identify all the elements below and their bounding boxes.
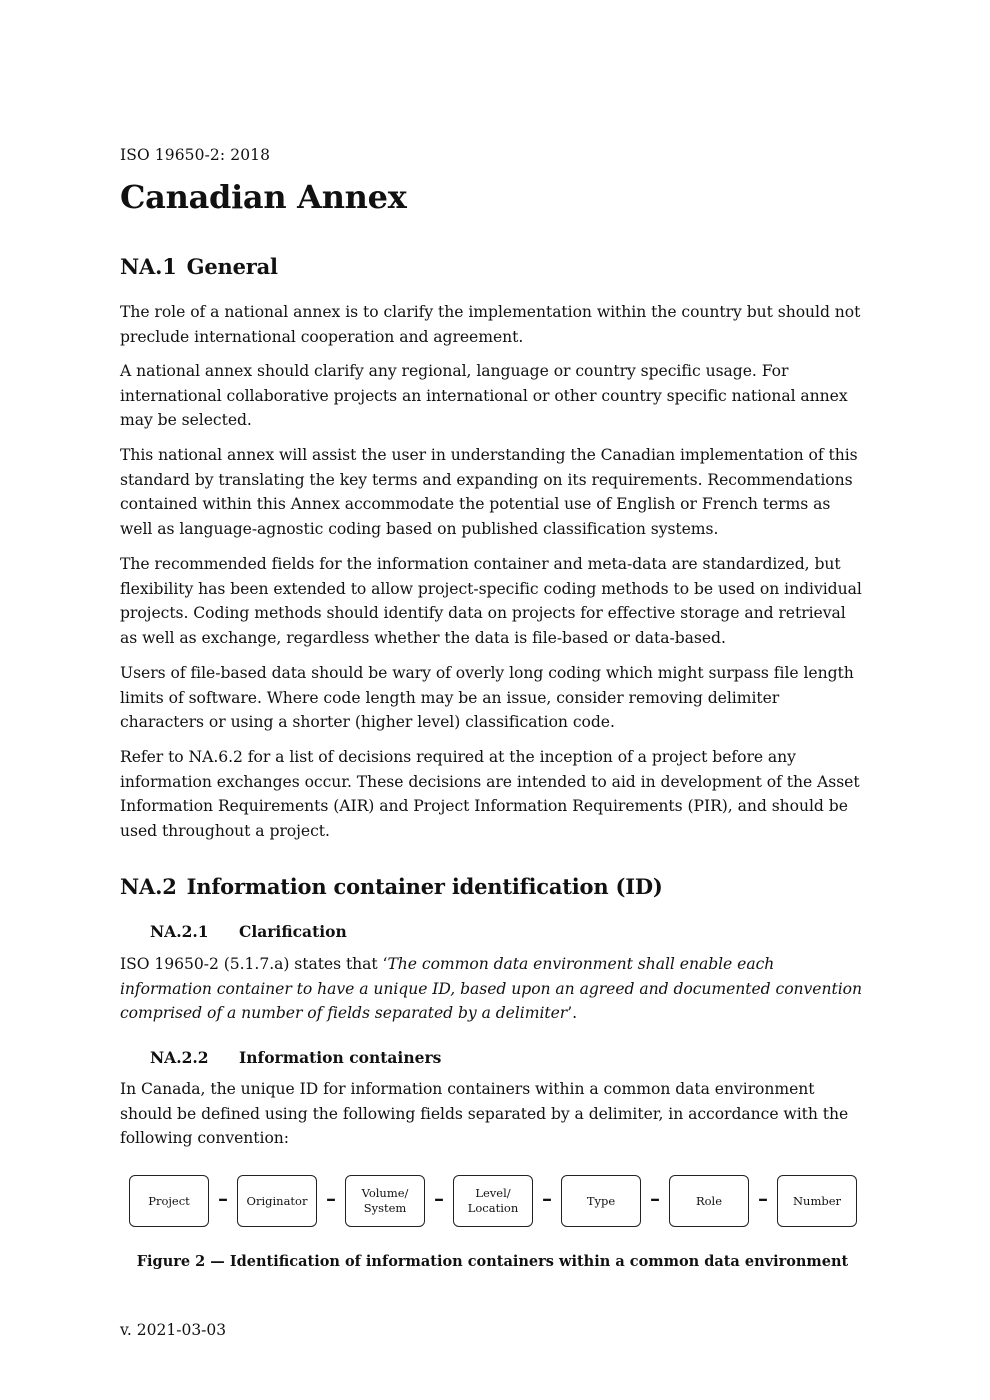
- paragraph: The recommended fields for the information container and meta-data are standardized, but flexibility has been extended to allow project-specific coding methods to be used on individual projects. Coding methods should identify data on projects for effective storage and retrieval as well as exchange, regardless whether the data is file-based or data-based.: [120, 555, 862, 647]
- clarification-lead: ISO 19650-2 (5.1.7.a) states that ‘: [120, 955, 388, 973]
- delimiter: –: [758, 1186, 768, 1210]
- subsection-title: Information containers: [239, 1048, 442, 1067]
- delimiter: –: [650, 1186, 660, 1210]
- section-title: Information container identification (ID): [186, 874, 663, 899]
- section-heading-na1: [120, 254, 278, 279]
- paragraph: In Canada, the unique ID for information containers within a common data environment should be defined using the following fields separated by a delimiter, in accordance with the following convention:: [120, 1080, 849, 1148]
- id-fields-diagram: [129, 1175, 859, 1227]
- subsection-title: Clarification: [239, 922, 347, 941]
- field-box-volume-system: Volume/ System: [345, 1175, 425, 1227]
- field-box-number: Number: [777, 1175, 857, 1227]
- page-title: Canadian Annex: [120, 178, 407, 216]
- delimiter: –: [434, 1186, 444, 1210]
- delimiter: –: [326, 1186, 336, 1210]
- section-number: NA.1: [120, 254, 177, 279]
- delimiter: –: [218, 1186, 228, 1210]
- field-box-type: Type: [561, 1175, 641, 1227]
- paragraph: Refer to NA.6.2 for a list of decisions required at the inception of a project before any information exchanges occur. These decisions are intended to aid in development of the Asset Information Requirements (AIR) and Project Information Requirements (PIR), and should be used throughout a project.: [120, 748, 860, 840]
- clarification-tail: ’.: [567, 1004, 578, 1023]
- paragraph: The role of a national annex is to clarify the implementation within the country but should not preclude international cooperation and agreement.: [120, 303, 861, 346]
- paragraph: This national annex will assist the user in understanding the Canadian implementation of this standard by translating the key terms and expanding on its requirements. Recommendations contained within this Annex accommodate the potential use of English or French terms as well as language-agnostic coding based on published classification systems.: [120, 446, 858, 538]
- field-box-role: Role: [669, 1175, 749, 1227]
- document-reference: ISO 19650-2: 2018: [120, 146, 271, 164]
- field-box-level-location: Level/ Location: [453, 1175, 533, 1227]
- figure-caption: Figure 2 — Identification of information containers within a common data environment: [136, 1253, 849, 1270]
- field-box-project: Project: [129, 1175, 209, 1227]
- subsection-heading-na21: [150, 922, 347, 941]
- paragraph: A national annex should clarify any regional, language or country specific usage. For international collaborative projects an international or other country specific national annex may be selected.: [120, 362, 848, 430]
- subsection-number: NA.2.2: [150, 1048, 209, 1067]
- clarification-paragraph: [120, 952, 865, 1026]
- paragraph: Users of file-based data should be wary of overly long coding which might surpass file length limits of software. Where code length may be an issue, consider removing delimiter characters or using a shorter (higher level) classification code.: [120, 664, 854, 732]
- section-title: General: [186, 254, 278, 279]
- delimiter: –: [542, 1186, 552, 1210]
- version-footer: v. 2021-03-03: [120, 1321, 227, 1339]
- subsection-number: NA.2.1: [150, 922, 209, 941]
- section-heading-na2: [120, 874, 663, 899]
- standard-quote: The common data environment shall enable each information container to have a unique ID, based upon an agreed and documented convention comprised of a number of fields separated by a delimiter: [120, 955, 862, 1023]
- field-box-originator: Originator: [237, 1175, 317, 1227]
- subsection-heading-na22: [150, 1048, 441, 1067]
- section-number: NA.2: [120, 874, 177, 899]
